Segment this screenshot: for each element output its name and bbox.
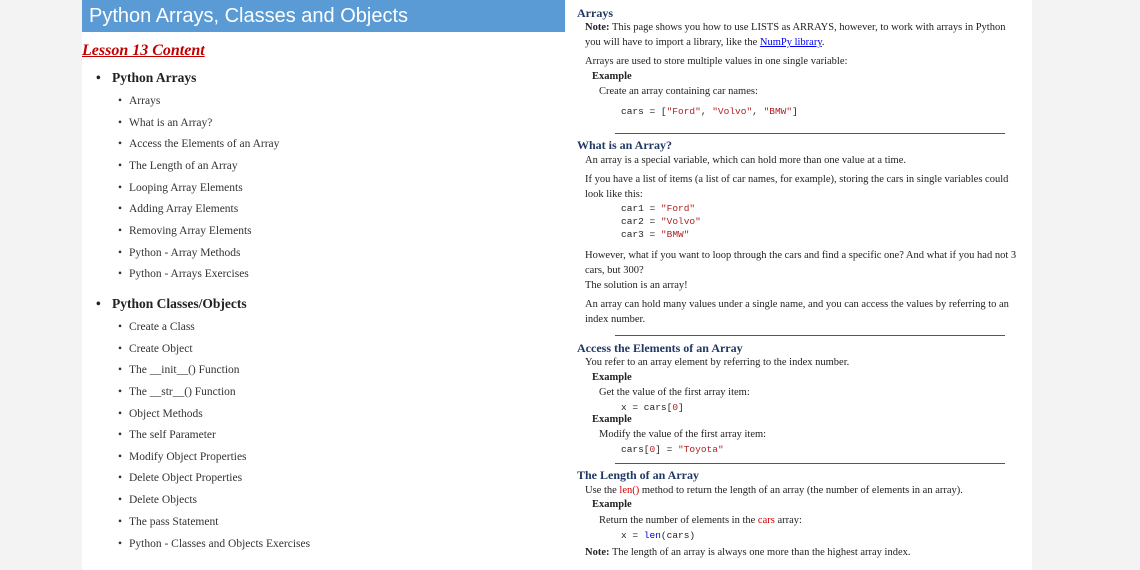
list-item[interactable]: • Access the Elements of an Array: [118, 138, 279, 150]
example-description: Get the value of the first array item:: [599, 387, 750, 398]
arrays-heading: Arrays: [577, 6, 613, 20]
what-p2b: look like this:: [585, 189, 643, 200]
code-car2: car2 = "Volvo": [621, 216, 701, 227]
list-item[interactable]: • Looping Array Elements: [118, 182, 243, 194]
divider: [615, 335, 1005, 336]
what-p4: The solution is an array!: [585, 280, 688, 291]
list-item[interactable]: • Object Methods: [118, 408, 203, 420]
what-p2a: If you have a list of items (a list of car names, for example), storing the cars in single variables could: [585, 174, 1009, 185]
lesson-title: Lesson 13 Content: [82, 42, 205, 59]
example-label: Example: [592, 71, 632, 82]
list-item[interactable]: • The __init__() Function: [118, 364, 240, 376]
what-p1: An array is a special variable, which can hold more than one value at a time.: [585, 155, 906, 166]
length-heading: The Length of an Array: [577, 468, 700, 482]
list-item[interactable]: • Arrays: [118, 95, 160, 107]
example-description: Create an array containing car names:: [599, 86, 758, 97]
divider: [615, 463, 1005, 464]
access-heading: Access the Elements of an Array: [577, 341, 743, 355]
code-get-item: x = cars[0]: [621, 402, 684, 413]
list-item[interactable]: • Adding Array Elements: [118, 203, 238, 215]
access-p1: You refer to an array element by referring to the index number.: [585, 357, 850, 368]
code-len: x = len(cars): [621, 530, 696, 541]
list-item[interactable]: • The __str__() Function: [118, 386, 236, 398]
list-item[interactable]: • Create a Class: [118, 321, 195, 333]
list-item[interactable]: • The Length of an Array: [118, 160, 238, 172]
code-car1: car1 = "Ford": [621, 203, 696, 214]
arrays-note-line2: you will have to import a library, like the NumPy library.: [585, 37, 825, 48]
list-item[interactable]: • The self Parameter: [118, 429, 216, 441]
list-item[interactable]: • The pass Statement: [118, 516, 218, 528]
list-item[interactable]: • Delete Objects: [118, 494, 197, 506]
what-p5b: index number.: [585, 314, 646, 325]
list-item[interactable]: • Create Object: [118, 343, 193, 355]
example-label: Example: [592, 372, 632, 383]
what-p3a: However, what if you want to loop through the cars and find a specific one? And what if you had not 3: [585, 250, 1017, 261]
example-label: Example: [592, 414, 632, 425]
list-item[interactable]: • Modify Object Properties: [118, 451, 247, 463]
banner-title: Python Arrays, Classes and Objects: [89, 5, 409, 27]
numpy-link[interactable]: NumPy library: [759, 37, 822, 48]
example-label: Example: [592, 499, 632, 510]
what-p3b: cars, but 300?: [585, 265, 644, 276]
code-cars-array: cars = ["Ford", "Volvo", "BMW"]: [621, 106, 798, 117]
length-p1: Use the len() method to return the length of an array (the number of elements in an array).: [585, 485, 963, 496]
code-car3: car3 = "BMW": [621, 229, 690, 240]
what-p5a: An array can hold many values under a single name, and you can access the values by referring to an: [585, 299, 1009, 310]
section-heading-classes[interactable]: • Python Classes/Objects: [98, 296, 247, 312]
arrays-note: Note: This page shows you how to use LISTS as ARRAYS, however, to work with arrays in Python: [585, 22, 1006, 33]
code-modify-item: cars[0] = "Toyota": [621, 444, 724, 455]
list-item[interactable]: • Python - Array Methods: [118, 247, 240, 259]
length-note: Note: The length of an array is always one more than the highest array index.: [585, 547, 911, 558]
list-item[interactable]: • What is an Array?: [118, 117, 212, 129]
divider: [615, 133, 1005, 134]
list-item[interactable]: • Removing Array Elements: [118, 225, 252, 237]
list-item[interactable]: • Python - Classes and Objects Exercises: [118, 538, 310, 550]
what-heading: What is an Array?: [577, 138, 673, 152]
list-item[interactable]: • Python - Arrays Exercises: [118, 268, 249, 280]
list-item[interactable]: • Delete Object Properties: [118, 472, 242, 484]
example-description: Return the number of elements in the cars array:: [599, 515, 802, 526]
section-heading-arrays[interactable]: • Python Arrays: [98, 70, 196, 86]
title-banner: [82, 0, 565, 32]
example-description: Modify the value of the first array item:: [599, 429, 767, 440]
arrays-intro: Arrays are used to store multiple values in one single variable:: [585, 56, 848, 67]
